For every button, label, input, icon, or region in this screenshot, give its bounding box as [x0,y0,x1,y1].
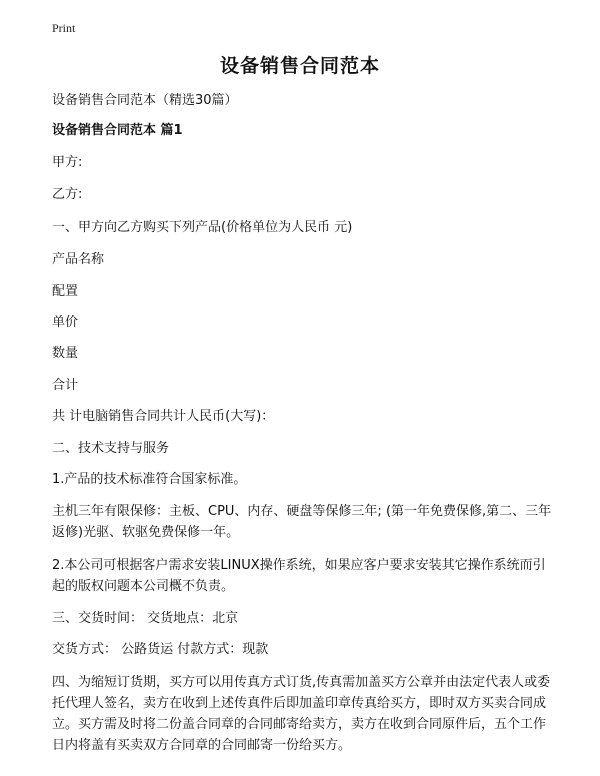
warranty-paragraph: 主机三年有限保修：主板、CPU、内存、硬盘等保修三年; (第一年免费保修,第二、三年返修)光驱、软驱免费保修一年。 [52,504,552,540]
page-title: 设备销售合同范本 [219,55,380,77]
clause-1: 一、甲方向乙方购买下列产品(价格单位为人民币 元) [52,220,353,235]
config-line: 配置 [52,284,79,299]
document-subtitle: 设备销售合同范本（精选30篇） [52,93,238,108]
item-1: 1.产品的技术标准符合国家标准。 [52,472,247,487]
party-a-line: 甲方: [52,155,83,170]
quantity-line: 数量 [52,346,79,361]
total-amount-line: 共 计电脑销售合同共计人民币(大写)： [52,409,275,424]
clause-3: 三、交货时间： 交货地点：北京 [52,611,239,626]
document-body [52,91,552,756]
section-heading: 设备销售合同范本 篇1 [52,123,183,138]
clause-2: 二、技术支持与服务 [52,441,170,456]
item-2-paragraph: 2.本公司可根据客户需求安装LINUX操作系统，如果应客户要求安装其它操作系统而引起的版权问题本公司概不负责。 [52,558,546,594]
product-name-line: 产品名称 [52,252,105,267]
unit-price-line: 单价 [52,315,79,330]
clause-4-paragraph: 四、为缩短订货期，买方可以用传真方式订货,传真需加盖买方公章并由法定代表人或委托代理人签名，卖方在收到上述传真件后即加盖印章传真给买方，即时双方买卖合同成立。买方需及时将二份盖合同章的合同邮寄给卖方，卖方在收到合同原件后，五个工作日内将盖有买卖双方合同章的合同邮寄一份给买方。 [52,675,551,753]
total-line: 合计 [52,378,79,393]
party-b-line: 乙方: [52,187,83,202]
delivery-line: 交货方式： 公路货运 付款方式：现款 [52,642,269,657]
print-link[interactable]: Print [52,21,76,35]
